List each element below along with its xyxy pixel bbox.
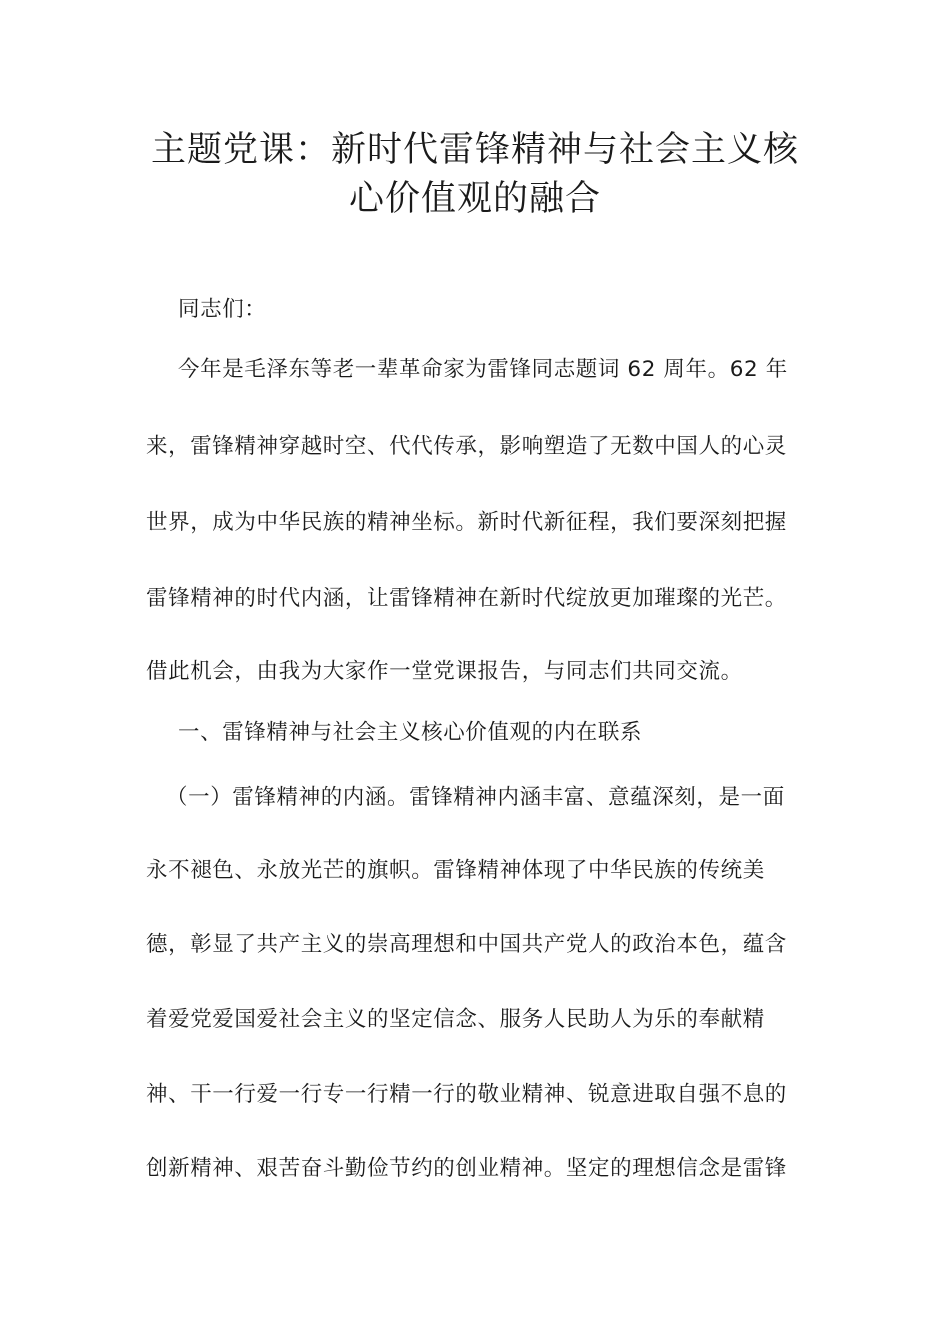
- paragraph-line: 世界，成为中华民族的精神坐标。新时代新征程，我们要深刻把握: [146, 510, 787, 535]
- paragraph-line: 今年是毛泽东等老一辈革命家为雷锋同志题词 62 周年。62 年: [178, 357, 788, 382]
- subsection-paragraph-line: （一）雷锋精神的内涵。雷锋精神内涵丰富、意蕴深刻，是一面: [166, 785, 785, 810]
- document-title-line-2: 心价值观的融合: [348, 179, 601, 219]
- salutation: 同志们：: [178, 297, 267, 322]
- document-title-line-1: 主题党课：新时代雷锋精神与社会主义核: [150, 130, 799, 170]
- paragraph-line: 永不褪色、永放光芒的旗帜。雷锋精神体现了中华民族的传统美: [146, 858, 765, 883]
- paragraph-line: 雷锋精神的时代内涵，让雷锋精神在新时代绽放更加璀璨的光芒。: [146, 586, 787, 611]
- paragraph-line: 神、干一行爱一行专一行精一行的敬业精神、锐意进取自强不息的: [146, 1082, 787, 1107]
- paragraph-line: 来，雷锋精神穿越时空、代代传承，影响塑造了无数中国人的心灵: [146, 434, 787, 459]
- paragraph-line: 着爱党爱国爱社会主义的坚定信念、服务人民助人为乐的奉献精: [146, 1007, 765, 1032]
- section-heading: 一、雷锋精神与社会主义核心价值观的内在联系: [178, 720, 643, 745]
- paragraph-line: 德，彰显了共产主义的崇高理想和中国共产党人的政治本色，蕴含: [146, 932, 787, 957]
- paragraph-line: 借此机会，由我为大家作一堂党课报告，与同志们共同交流。: [146, 659, 743, 684]
- paragraph-line: 创新精神、艰苦奋斗勤俭节约的创业精神。坚定的理想信念是雷锋: [146, 1156, 787, 1181]
